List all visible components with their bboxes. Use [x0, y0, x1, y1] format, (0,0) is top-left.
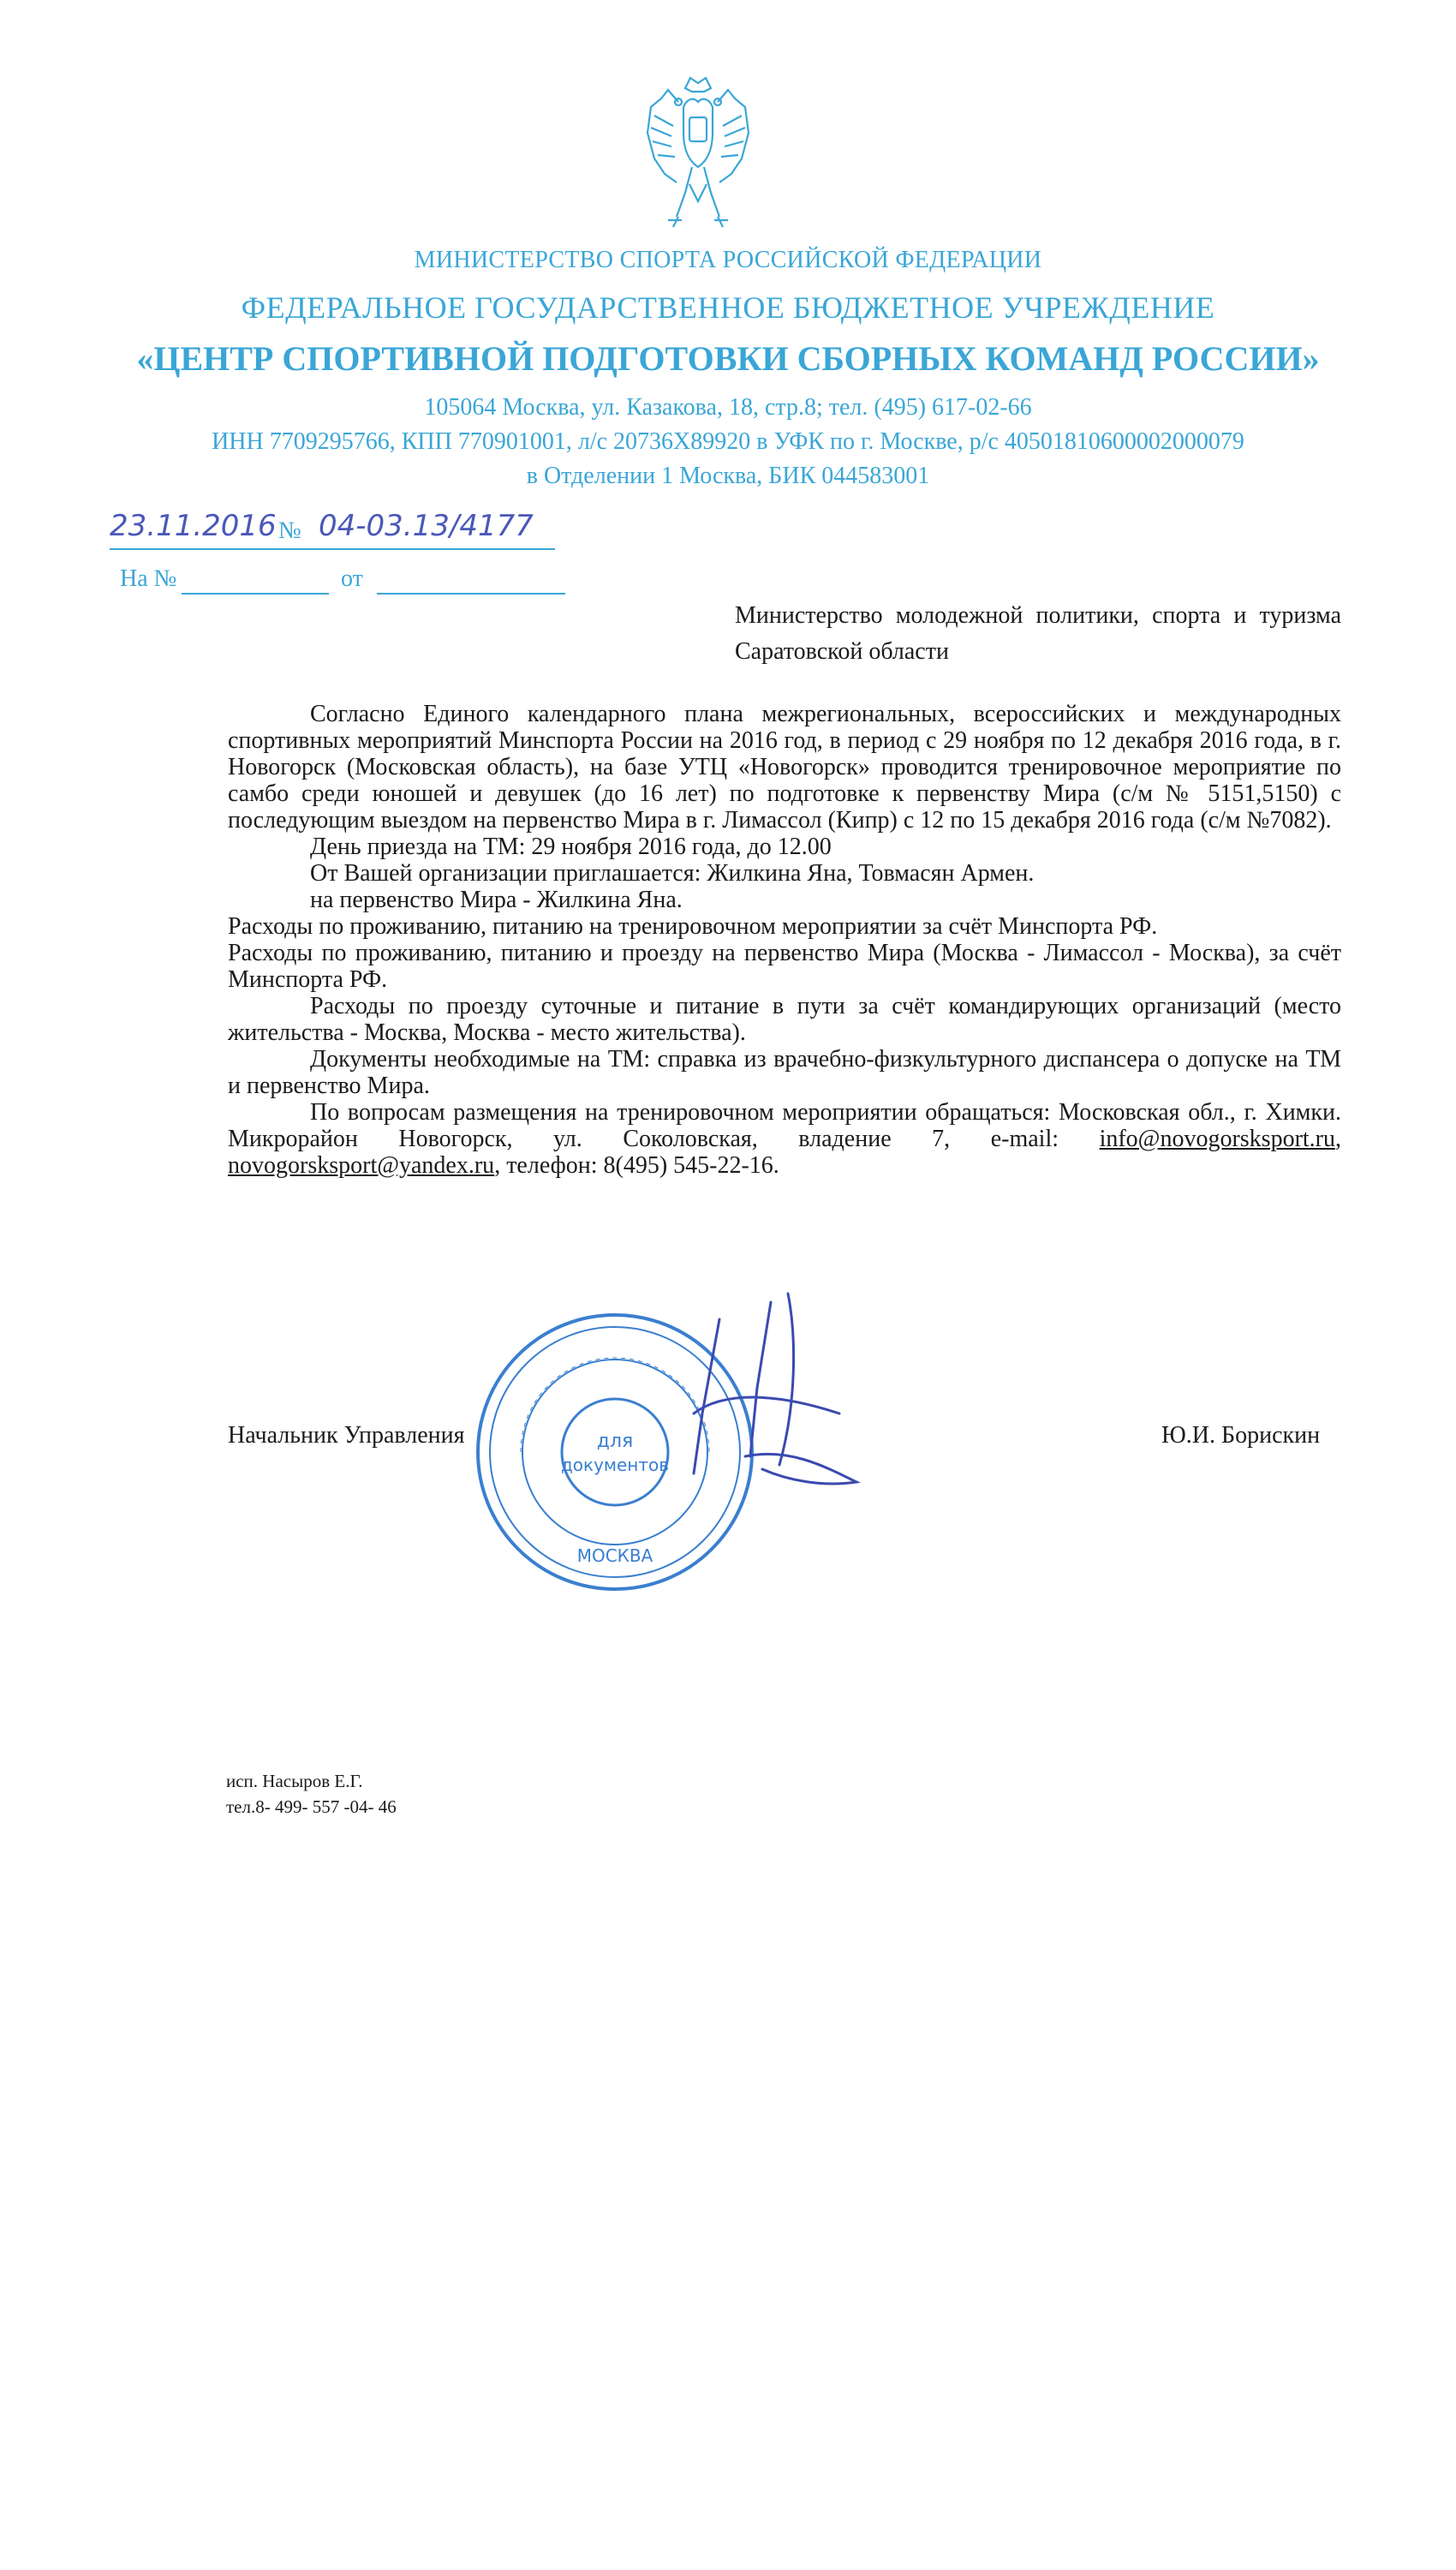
executor-name: исп. Насыров Е.Г. [226, 1771, 363, 1791]
bank-branch-line: в Отделении 1 Москва, БИК 044583001 [526, 463, 930, 489]
handwritten-date: 23.11.2016 [110, 509, 277, 543]
stamp-center-top: для [596, 1431, 634, 1452]
paragraph-documents: Документы необходимые на ТМ: справка из врачебно-физкультурного диспансера о допуске на ТМ и первенство Мира. [228, 1046, 1341, 1099]
email-separator: , [1335, 1126, 1341, 1152]
paragraph-travel-expenses: Расходы по проезду суточные и питание в пути за счёт командирующих организаций (место жительства - Москва, Москва - место жительства). [228, 993, 1341, 1046]
handwritten-signature [668, 1285, 891, 1499]
number-label: № [278, 517, 301, 544]
executor-phone: тел.8- 499- 557 -04- 46 [226, 1796, 397, 1817]
handwritten-number: 04-03.13/4177 [319, 509, 534, 543]
coat-of-arms-emblem-icon [642, 73, 754, 236]
stamp-center-bottom: документов [560, 1455, 670, 1475]
reply-from-label: от [341, 565, 363, 592]
ministry-title: МИНИСТЕРСТВО СПОРТА РОССИЙСКОЙ ФЕДЕРАЦИИ [414, 247, 1042, 273]
institution-name: «ЦЕНТР СПОРТИВНОЙ ПОДГОТОВКИ СБОРНЫХ КОМАНД РОССИИ» [136, 339, 1320, 378]
contacts-text: По вопросам размещения на тренировочном мероприятии обращаться: Московская обл., г. Химки. Микрорайон Новогорск, ул. Соколовская, владение 7, e-mail: [228, 1099, 1341, 1152]
addressee: Министерство молодежной политики, спорта и туризма Саратовской области [735, 602, 1341, 665]
letter-body [228, 701, 1341, 1179]
paragraph-event: Согласно Единого календарного плана межрегиональных, всероссийских и международных спортивных мероприятий Минспорта России на 2016 год, в период с 29 ноября по 12 декабря 2016 года, в г. Новогорск (Московская область), на базе УТЦ «Новогорск» проводится тренировочное мероприятие по самбо среди юношей и девушек (до 16 лет) по подготовке к первенству Мира (с/м № 5151,5150) с последующим выездом на первенство Мира в г. Лимассол (Кипр) с 12 по 15 декабря 2016 года (с/м №7082). [228, 701, 1341, 834]
paragraph-expenses-training: Расходы по проживанию, питанию на тренировочном мероприятии за счёт Минспорта РФ. [228, 913, 1158, 940]
email-link-yandex[interactable]: novogorsksport@yandex.ru [228, 1152, 495, 1179]
reply-date-line [377, 593, 565, 595]
paragraph-invited: От Вашей организации приглашается: Жилкина Яна, Товмасян Армен. [310, 860, 1035, 887]
letterhead-requisites [0, 391, 1456, 493]
institution-type: ФЕДЕРАЛЬНОЕ ГОСУДАРСТВЕННОЕ БЮДЖЕТНОЕ УЧРЕЖДЕНИЕ [241, 290, 1215, 325]
reference-underline [110, 548, 555, 550]
signatory-name: Ю.И. Борискин [1161, 1422, 1321, 1449]
paragraph-arrival: День приезда на ТМ: 29 ноября 2016 года, до 12.00 [310, 834, 832, 860]
paragraph-contacts [228, 1099, 1341, 1179]
bank-details-line: ИНН 7709295766, КПП 770901001, л/с 20736Х89920 в УФК по г. Москве, р/с 40501810600002000079 [212, 428, 1244, 455]
paragraph-expenses-championship: Расходы по проживанию, питанию и проезду на первенство Мира (Москва - Лимассол - Москва), за счёт Минспорта РФ. [228, 940, 1341, 993]
email-link-info[interactable]: info@novogorsksport.ru [1099, 1126, 1335, 1152]
paragraph-world-championship: на первенство Мира - Жилкина Яна. [310, 887, 683, 913]
signatory-position: Начальник Управления [228, 1422, 465, 1449]
executor-info [226, 1768, 397, 1820]
stamp-city: МОСКВА [576, 1545, 653, 1566]
reply-number-label: На № [120, 565, 177, 592]
reply-number-line [182, 593, 329, 595]
address-line: 105064 Москва, ул. Казакова, 18, стр.8; тел. (495) 617-02-66 [424, 394, 1032, 421]
phone-text: , телефон: 8(495) 545-22-16. [494, 1152, 779, 1179]
